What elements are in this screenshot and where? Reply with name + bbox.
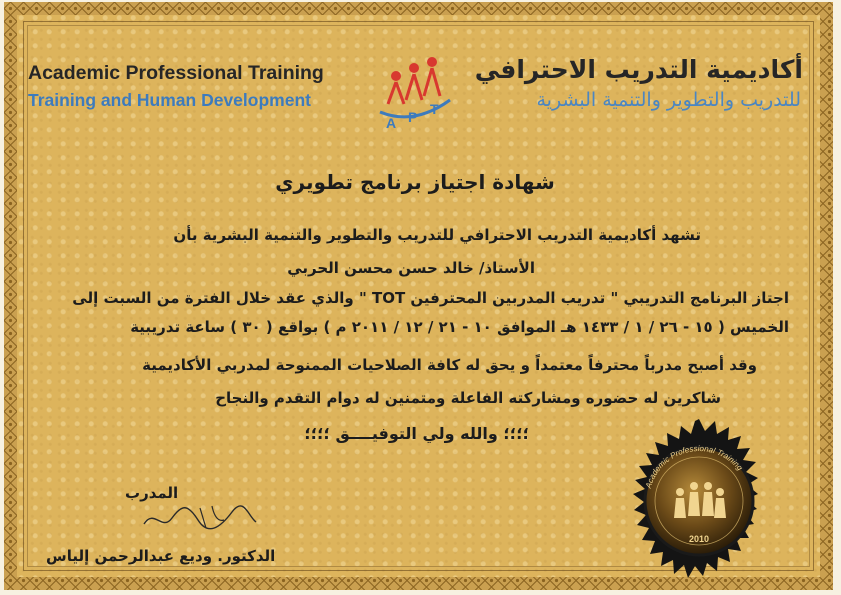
embossed-seal	[616, 418, 782, 584]
logo-letter-a: A	[386, 115, 397, 131]
seal-year: 2010	[688, 534, 710, 544]
certificate-line-attests: تشهد أكاديمية التدريب الاحترافي للتدريب والتطوير والتنمية البشرية بأن	[173, 226, 701, 244]
logo-figure-right	[424, 57, 440, 96]
academy-name-en: Academic Professional Training	[28, 62, 324, 84]
trainer-label: المدرب	[125, 484, 179, 502]
seal-text: Academic Professional Training	[643, 443, 745, 490]
academy-name-ar: أكاديمية التدريب الاحترافي	[474, 55, 803, 84]
academy-subtitle-en: Training and Human Development	[28, 90, 311, 110]
logo-letter-p: P	[408, 109, 418, 125]
certificate-closing: ؛؛؛؛ والله ولي التوفيــــق ؛؛؛؛	[304, 424, 529, 443]
certificate-line-dates: الخميس ( ١٥ - ٢٦ / ١ / ١٤٣٣ هـ الموافق ١٠ - ٢١ / ١٢ / ٢٠١١ م ) بواقع ( ٣٠ ) ساعة تدريبية	[130, 318, 789, 336]
signer-name: الدكتور. وديع عبدالرحمن إلياس	[46, 547, 276, 565]
logo-figure-left	[388, 71, 404, 104]
certificate-line-thanks: شاكرين له حضوره ومشاركته الفاعلة ومتمنين له دوام التقدم والنجاح	[215, 389, 721, 407]
certificate-line-accreditation: وقد أصبح مدرباً محترفاً معتمداً و يحق له كافة الصلاحيات الممنوحة لمدربي الأكاديمية	[142, 356, 757, 374]
logo-letter-t: T	[430, 101, 439, 117]
apt-logo	[374, 56, 454, 132]
certificate-title: شهادة اجتياز برنامج تطويري	[275, 170, 555, 194]
certificate-line-program: اجتاز البرنامج التدريبي " تدريب المدربين المحترفين TOT " والذي عقد خلال الفترة من السبت إلى	[72, 289, 789, 307]
recipient-name: الأستاذ/ خالد حسن محسن الحربي	[287, 259, 535, 277]
handwritten-signature	[140, 498, 260, 534]
logo-figure-middle	[406, 63, 422, 100]
academy-subtitle-ar: للتدريب والتطوير والتنمية البشرية	[536, 89, 801, 111]
